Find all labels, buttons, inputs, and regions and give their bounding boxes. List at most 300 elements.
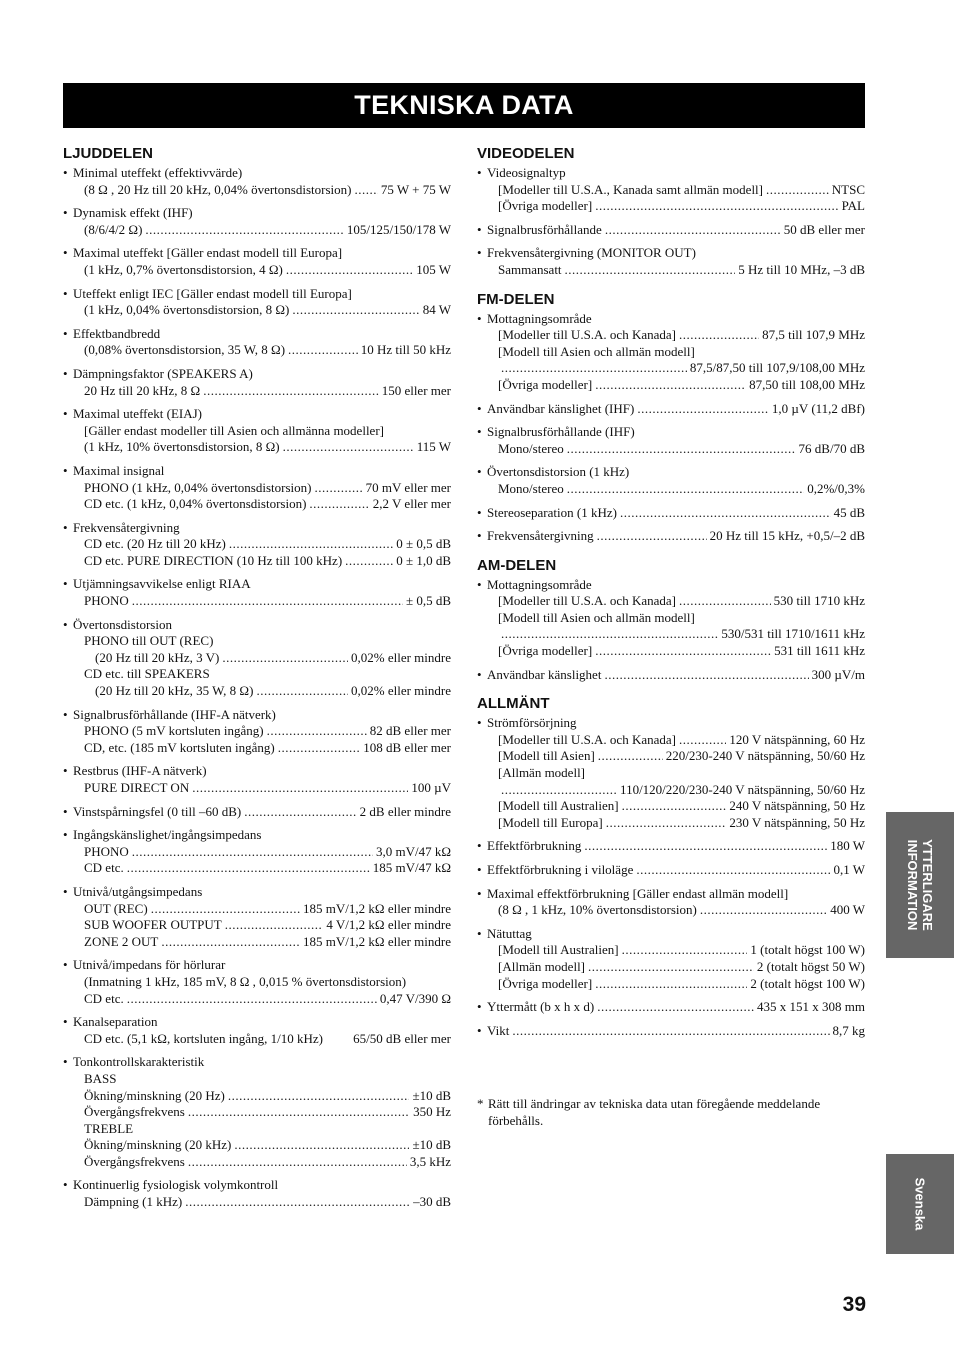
spec-line [73,974,451,991]
spec-label: PHONO (1 kHz, 0,04% övertonsdistorsion) [84,479,312,495]
spec-label: PHONO (5 mV kortsluten ingång) [84,723,264,739]
page-number: 39 [842,1293,866,1316]
spec-line [73,1054,451,1071]
spec-label: [Allmän modell] [498,765,586,781]
spec-line [73,286,451,303]
spec-line [487,327,865,344]
spec-label: Utnivå/utgångsimpedans [73,883,203,899]
spec-label: [Övriga modeller] [498,975,593,991]
spec-label: Frekvensåtergivning [487,528,594,544]
spec-label: [Modeller till U.S.A., Kanada samt allmän modell] [498,181,763,197]
spec-value: 350 Hz [413,1104,451,1120]
spec-line [73,740,451,757]
spec-label: Ingångskänslighet/ingångsimpedans [73,827,262,843]
spec-value: 530/531 till 1710/1611 kHz [721,626,865,642]
spec-value: 87,50 till 108,00 MHz [749,376,865,392]
footnote-star: * [477,1096,484,1111]
leader-dots [622,798,727,815]
spec-line [73,245,451,262]
spec-line [73,666,451,683]
spec-label: [Övriga modeller] [498,198,593,214]
bullet: • [63,883,68,899]
spec-line [73,1121,451,1138]
leader-dots [283,439,414,456]
leader-dots [345,553,393,570]
side-tab-language [886,1154,954,1254]
section-allmant [477,695,865,1039]
bullet: • [477,925,482,941]
spec-item [477,222,865,239]
spec-item [477,464,865,497]
spec-item [477,886,865,919]
spec-item [477,838,865,855]
spec-label: Frekvensåtergivning [73,519,180,535]
right-column [477,145,865,1051]
bullet: • [477,999,482,1015]
spec-line [73,366,451,383]
spec-line [73,165,451,182]
spec-line [73,763,451,780]
spec-value: 76 dB/70 dB [798,440,865,456]
spec-label: Användbar känslighet (IHF) [487,400,635,416]
spec-value: 2,2 V eller mer [372,496,451,512]
spec-value: 180 W [830,838,865,854]
spec-line [487,344,865,361]
spec-label: Videosignaltyp [487,165,566,180]
footnote-line-2: förbehålls. [488,1112,544,1128]
leader-dots [501,626,718,643]
spec-label: CD etc. [84,990,124,1006]
leader-dots [278,740,361,757]
spec-item [63,326,451,359]
spec-label: Tonkontrollskarakteristik [73,1054,205,1070]
spec-label: Dämpning (1 kHz) [84,1194,183,1210]
spec-label: OUT (REC) [84,900,148,916]
spec-line [73,262,451,279]
spec-value: 120 V nätspänning, 60 Hz [729,731,865,747]
spec-label: Uteffekt enligt IEC [Gäller endast modell till Europa] [73,285,352,301]
spec-value: 4 V/1,2 kΩ eller mindre [326,917,451,933]
spec-line [487,999,865,1016]
spec-line [73,496,451,513]
leader-dots [595,643,771,660]
spec-value: 75 W + 75 W [380,181,451,197]
bullet: • [477,165,482,180]
spec-line [487,464,865,481]
spec-value: –30 dB [413,1194,451,1210]
spec-line [73,205,451,222]
section-heading-am: AM-DELEN [477,556,557,574]
spec-line [73,1177,451,1194]
leader-dots [192,780,408,797]
spec-line [487,732,865,749]
spec-label: [Modeller till U.S.A. och Kanada] [498,593,676,609]
spec-value: 108 dB eller mer [363,739,451,755]
spec-item [63,366,451,399]
spec-line [487,926,865,943]
leader-dots [267,723,367,740]
spec-item [477,999,865,1016]
spec-line [73,536,451,553]
spec-label: [Gäller endast modeller till Asien och allmänna modeller] [84,422,384,438]
spec-line [487,528,865,545]
bullet: • [63,406,68,422]
spec-label: Kanalseparation [73,1014,158,1030]
spec-label: Övertonsdistorsion [73,616,172,632]
spec-label: Vinstspårningsfel (0 till –60 dB) [73,803,242,819]
leader-dots [292,302,419,319]
spec-item [63,205,451,238]
spec-line [487,441,865,458]
spec-item [63,1054,451,1170]
spec-line [73,617,451,634]
leader-dots [185,1194,410,1211]
spec-item [477,311,865,394]
spec-label: [Modeller till U.S.A. och Kanada] [498,327,676,343]
spec-label: CD, etc. (185 mV kortsluten ingång) [84,739,275,755]
spec-line [73,576,451,593]
spec-value: 45 dB [833,504,865,520]
spec-label: Mono/stereo [498,480,564,496]
spec-label: Effektförbrukning [487,838,582,854]
leader-dots [145,222,343,239]
spec-line [487,262,865,279]
leader-dots [132,593,403,610]
spec-value: 50 dB eller mer [783,221,865,237]
leader-dots [188,1154,407,1171]
section-am [477,557,865,684]
spec-value: ±10 dB [412,1087,451,1103]
spec-label: CD etc. (1 kHz, 0,04% övertonsdistorsion) [84,496,307,512]
spec-label: (20 Hz till 20 kHz, 3 V) [95,649,220,665]
spec-value: 0,2%/0,3% [807,480,865,496]
spec-value: 1 (totalt högst 100 W) [750,942,865,958]
footnote [477,1096,865,1129]
leader-dots [597,999,754,1016]
spec-label: Stereoseparation (1 kHz) [487,504,617,520]
spec-item [63,406,451,456]
bullet: • [63,519,68,535]
bullet: • [477,400,482,416]
spec-value: 87,5 till 107,9 MHz [762,327,865,343]
leader-dots [354,182,377,199]
bullet: • [477,310,482,326]
spec-item [63,1177,451,1210]
spec-label: [Modell till Asien och allmän modell] [498,609,695,625]
spec-value: 400 W [830,902,865,918]
spec-label: Effektförbrukning i viloläge [487,862,634,877]
spec-label: [Modeller till U.S.A. och Kanada] [498,731,676,747]
spec-line [487,976,865,993]
spec-value: 82 dB eller mer [369,723,451,739]
bullet: • [63,827,68,843]
spec-label: Vikt [487,1022,510,1038]
spec-line [487,765,865,782]
leader-dots [588,959,754,976]
spec-line [487,1023,865,1040]
spec-label: Övergångsfrekvens [84,1104,185,1120]
spec-item [477,577,865,660]
spec-label: [Modell till Asien och allmän modell] [498,343,695,359]
spec-value: 10 Hz till 50 kHz [360,342,451,358]
bullet: • [63,165,68,180]
leader-dots [565,262,736,279]
spec-line [487,626,865,643]
section-ljud [63,145,451,1211]
bullet: • [477,424,482,440]
leader-dots [636,862,830,879]
spec-line [73,463,451,480]
spec-line [73,860,451,877]
spec-label: PURE DIRECT ON [84,780,190,795]
spec-label: Ökning/minskning (20 Hz) [84,1087,225,1103]
spec-line [487,577,865,594]
leader-dots [225,917,324,934]
leader-dots [595,377,746,394]
spec-value: 2 (totalt högst 100 W) [750,975,865,991]
spec-label: (8 Ω , 1 kHz, 10% övertonsdistorsion) [498,902,697,918]
spec-item [63,827,451,877]
spec-value: 1,0 µV (11,2 dBf) [771,400,865,416]
spec-line [487,198,865,215]
spec-line [73,302,451,319]
spec-label: Dynamisk effekt (IHF) [73,205,193,221]
bullet: • [63,803,68,819]
spec-value: 150 eller mer [381,382,451,398]
bullet: • [477,885,482,901]
spec-line [73,991,451,1008]
leader-dots [161,934,300,951]
spec-value: 185 mV/1,2 kΩ eller mindre [303,933,451,949]
bullet: • [63,205,68,221]
bullet: • [63,616,68,632]
leader-dots [501,360,687,377]
bullet: • [63,706,68,722]
spec-value: 84 W [422,302,451,318]
leader-dots [604,667,808,684]
spec-value: 0 ± 0,5 dB [396,536,451,552]
bullet: • [63,763,68,779]
spec-line [73,633,451,650]
spec-line [73,723,451,740]
spec-value: 8,7 kg [832,1022,865,1038]
spec-value: 220/230-240 V nätspänning, 50/60 Hz [665,748,865,764]
spec-label: (8/6/4/2 Ω) [84,221,143,237]
spec-value: 230 V nätspänning, 50 Hz [729,814,865,830]
spec-line [487,481,865,498]
spec-line [73,1137,451,1154]
spec-value: 2 dB eller mindre [359,803,451,819]
spec-item [63,245,451,278]
spec-value: 87,5/87,50 till 107,9/108,00 MHz [689,360,865,376]
page-title: TEKNISKA DATA [354,90,574,120]
bullet: • [477,576,482,592]
spec-line [73,1031,451,1048]
spec-line [73,934,451,951]
spec-line [487,505,865,522]
spec-line [73,683,451,700]
spec-line [73,804,451,821]
leader-dots [151,901,300,918]
leader-dots [314,480,362,497]
spec-value: 3,0 mV/47 kΩ [375,843,451,859]
spec-line [487,959,865,976]
spec-label: Ökning/minskning (20 kHz) [84,1137,232,1153]
spec-value: 185 mV/47 kΩ [372,860,451,876]
spec-item [477,528,865,545]
spec-line [73,884,451,901]
leader-dots [234,1137,409,1154]
spec-line [73,593,451,610]
spec-line [487,886,865,903]
leader-dots [567,441,796,458]
section-fm [477,291,865,545]
spec-label: BASS [84,1070,117,1086]
spec-label: Signalbrusförhållande (IHF) [487,424,635,440]
leader-dots [501,782,617,799]
leader-dots [188,1104,410,1121]
spec-label: [Allmän modell] [498,958,586,974]
spec-value: 435 x 151 x 308 mm [757,999,865,1015]
spec-line [73,1104,451,1121]
spec-line [487,593,865,610]
bullet: • [63,1177,68,1193]
spec-line [487,748,865,765]
spec-item [477,667,865,684]
spec-label: (1 kHz, 10% övertonsdistorsion, 8 Ω) [84,439,280,455]
bullet: • [63,325,68,341]
bullet: • [477,1022,482,1038]
spec-item [477,505,865,522]
spec-line [487,401,865,418]
leader-dots [606,815,727,832]
side-tab-additional-info [886,812,954,958]
spec-line [73,957,451,974]
spec-line [487,942,865,959]
side-tab-language-label: Svenska [912,1177,928,1231]
leader-dots [203,383,379,400]
spec-line [73,423,451,440]
spec-label: TREBLE [84,1120,134,1136]
spec-item [63,286,451,319]
spec-label: Maximal uteffekt [Gäller endast modell till Europa] [73,245,343,261]
spec-value: 300 µV/m [811,666,865,682]
spec-line [487,798,865,815]
spec-value: 20 Hz till 15 kHz, +0,5/–2 dB [709,528,865,544]
spec-item [63,707,451,757]
spec-line [73,342,451,359]
spec-label: (Inmatning 1 kHz, 185 mV, 8 Ω , 0,015 % övertonsdistorsion) [84,973,407,989]
spec-item [477,424,865,457]
spec-line [73,844,451,861]
bullet: • [477,221,482,237]
spec-value: 3,5 kHz [409,1153,451,1169]
bullet: • [63,957,68,973]
spec-line [487,838,865,855]
spec-line [487,643,865,660]
spec-label: (20 Hz till 20 kHz, 35 W, 8 Ω) [95,683,254,699]
bullet: • [477,464,482,480]
spec-label: CD etc. [84,860,124,876]
leader-dots [597,528,707,545]
title-bar [63,83,865,128]
leader-dots [567,481,805,498]
spec-item [63,463,451,513]
spec-label: [Modell till Europa] [498,814,603,830]
spec-label: Dämpningsfaktor (SPEAKERS A) [73,365,253,381]
spec-label: (8 Ω , 20 Hz till 20 kHz, 0,04% övertonsdistorsion) [84,181,352,197]
leader-dots [286,262,413,279]
spec-label: Användbar känslighet [487,666,602,682]
leader-dots [595,976,747,993]
spec-label: SUB WOOFER OUTPUT [84,917,222,933]
spec-item [63,576,451,609]
leader-dots [595,198,838,215]
spec-label: Restbrus (IHF-A nätverk) [73,763,207,779]
spec-label: CD etc. (5,1 kΩ, kortsluten ingång, 1/10 kHz) [84,1030,323,1046]
spec-label: (0,08% övertonsdistorsion, 35 W, 8 Ω) [84,342,286,358]
spec-value: ± 0,5 dB [405,593,451,609]
leader-dots [620,505,831,522]
spec-label: Övergångsfrekvens [84,1153,185,1169]
bullet: • [63,245,68,261]
spec-item [63,617,451,700]
spec-label: Signalbrusförhållande [487,221,602,237]
spec-value: 531 till 1611 kHz [774,643,865,659]
spec-line [487,377,865,394]
leader-dots [228,1088,410,1105]
spec-item [63,165,451,198]
leader-dots [309,496,369,513]
spec-label: ZONE 2 OUT [84,933,159,949]
spec-label: Maximal insignal [73,462,165,478]
spec-value: NTSC [831,181,865,197]
spec-label: CD etc. PURE DIRECTION (10 Hz till 100 kHz) [84,552,343,568]
bullet: • [63,1054,68,1070]
leader-dots [127,991,377,1008]
leader-dots [637,401,769,418]
spec-line [487,667,865,684]
spec-label: Utjämningsavvikelse enligt RIAA [73,576,251,592]
leader-dots [584,838,827,855]
spec-item [63,520,451,570]
spec-line [73,901,451,918]
spec-item [477,245,865,278]
spec-label: Mono/stereo [498,440,564,456]
spec-line [73,827,451,844]
spec-label: CD etc. (20 Hz till 20 kHz) [84,536,226,552]
bullet: • [477,245,482,261]
spec-label: [Övriga modeller] [498,643,593,659]
spec-label: Mottagningsområde [487,310,592,326]
spec-item [63,804,451,821]
bullet: • [477,715,482,731]
footnote-line-1: Rätt till ändringar av tekniska data utan föregående meddelande [488,1096,821,1111]
spec-value: 240 V nätspänning, 50 Hz [729,798,865,814]
spec-line [73,707,451,724]
spec-label: Utnivå/impedans för hörlurar [73,957,226,973]
spec-line [73,480,451,497]
leader-dots [132,844,373,861]
spec-label: Frekvensåtergivning (MONITOR OUT) [487,245,696,261]
spec-label: Maximal uteffekt (EIAJ) [73,406,202,422]
spec-item [477,1023,865,1040]
spec-line [73,553,451,570]
spec-value: ±10 dB [412,1137,451,1153]
section-heading-video: VIDEODELEN [477,145,575,162]
spec-line [73,520,451,537]
spec-value: 0,1 W [833,862,865,877]
